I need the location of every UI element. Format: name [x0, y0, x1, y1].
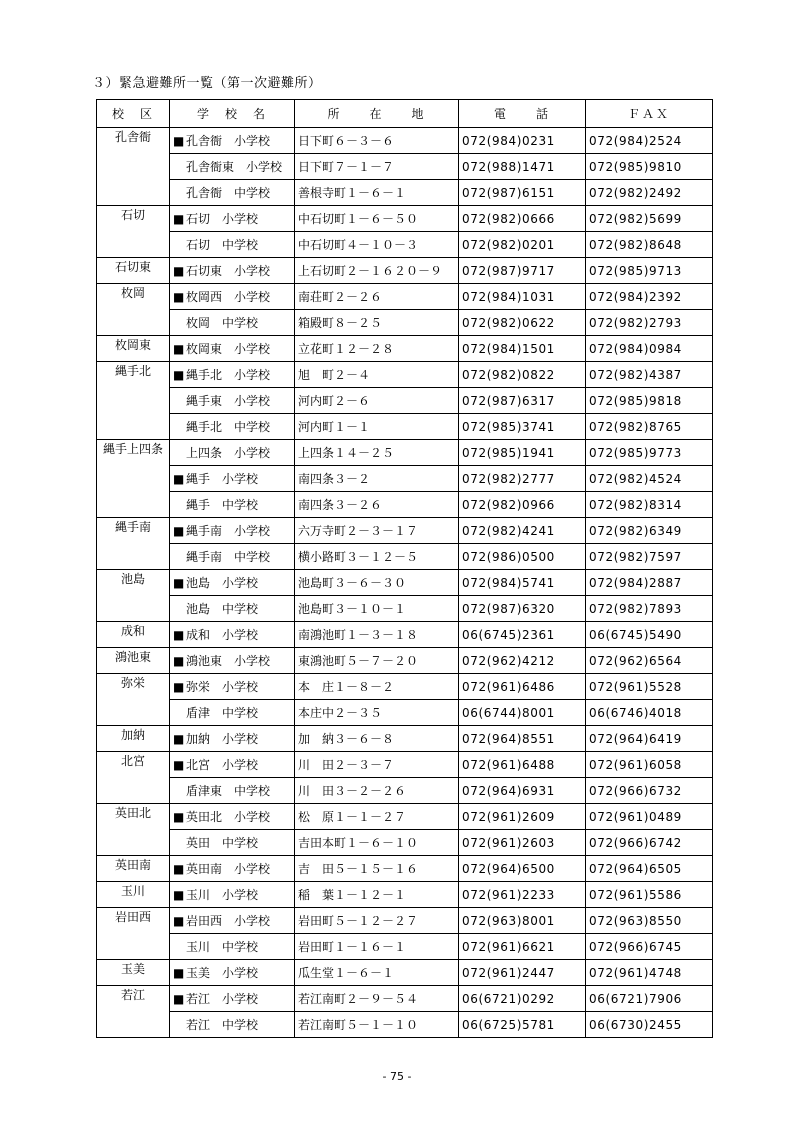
address-cell: 上石切町２－１６２０－９ [295, 258, 459, 284]
phone-cell: 06(6744)8001 [459, 700, 586, 726]
district-cell: 弥栄 [97, 674, 170, 726]
school-name: 英田南 小学校 [186, 862, 271, 876]
header-school: 学 校 名 [170, 100, 295, 128]
school-cell [170, 778, 295, 804]
designated-square-icon: ■ [173, 992, 185, 1006]
school-cell [170, 934, 295, 960]
fax-cell: 072(964)6419 [586, 726, 713, 752]
table-row [97, 206, 713, 232]
school-name: 縄手北 中学校 [186, 420, 271, 434]
district-cell: 若江 [97, 986, 170, 1038]
table-row [97, 466, 713, 492]
school-cell [170, 1012, 295, 1038]
school-cell [170, 440, 295, 466]
school-cell [170, 882, 295, 908]
phone-cell: 072(987)6320 [459, 596, 586, 622]
fax-cell: 072(982)8314 [586, 492, 713, 518]
district-cell: 枚岡 [97, 284, 170, 336]
fax-cell: 072(961)5586 [586, 882, 713, 908]
table-row [97, 934, 713, 960]
school-name: 玉川 小学校 [186, 888, 259, 902]
school-name: 孔舎衙 小学校 [186, 134, 271, 148]
school-name: 加納 小学校 [186, 732, 259, 746]
designated-square-icon: ■ [173, 732, 185, 746]
district-cell: 玉川 [97, 882, 170, 908]
address-cell: 吉 田５－１５－１６ [295, 856, 459, 882]
table-row [97, 700, 713, 726]
table-row [97, 232, 713, 258]
school-cell [170, 466, 295, 492]
school-cell [170, 726, 295, 752]
table-body [97, 128, 713, 1038]
phone-cell: 072(961)2447 [459, 960, 586, 986]
district-cell: 石切 [97, 206, 170, 258]
address-cell: 東鴻池町５－７－２０ [295, 648, 459, 674]
school-cell [170, 986, 295, 1012]
address-cell: 若江南町２－９－５４ [295, 986, 459, 1012]
designated-square-icon: ■ [173, 966, 185, 980]
school-name: 若江 小学校 [186, 992, 259, 1006]
address-cell: 日下町７－１－７ [295, 154, 459, 180]
school-cell [170, 128, 295, 154]
school-name: 縄手南 中学校 [186, 550, 271, 564]
school-name: 枚岡西 小学校 [186, 290, 271, 304]
school-name: 北宮 小学校 [186, 758, 259, 772]
phone-cell: 072(961)2233 [459, 882, 586, 908]
phone-cell: 072(987)6151 [459, 180, 586, 206]
school-name: 石切 小学校 [186, 212, 259, 226]
address-cell: 六万寺町２－３－１７ [295, 518, 459, 544]
school-name: 孔舎衙 中学校 [186, 186, 271, 200]
fax-cell: 072(985)9773 [586, 440, 713, 466]
address-cell: 川 田２－３－７ [295, 752, 459, 778]
designated-square-icon: ■ [173, 134, 185, 148]
fax-cell: 06(6745)5490 [586, 622, 713, 648]
school-name: 縄手 小学校 [186, 472, 259, 486]
phone-cell: 072(961)6486 [459, 674, 586, 700]
phone-cell: 072(985)3741 [459, 414, 586, 440]
address-cell: 上四条１４－２５ [295, 440, 459, 466]
address-cell: 吉田本町１－６－１０ [295, 830, 459, 856]
fax-cell: 072(984)0984 [586, 336, 713, 362]
school-name: 縄手 中学校 [186, 498, 259, 512]
table-row [97, 180, 713, 206]
phone-cell: 072(961)2603 [459, 830, 586, 856]
header-address: 所 在 地 [295, 100, 459, 128]
school-cell [170, 570, 295, 596]
school-name: 成和 小学校 [186, 628, 259, 642]
school-cell [170, 518, 295, 544]
school-name: 英田 中学校 [186, 836, 259, 850]
header-phone: 電 話 [459, 100, 586, 128]
address-cell: 善根寺町１－６－１ [295, 180, 459, 206]
school-cell [170, 206, 295, 232]
address-cell: 南四条３－２ [295, 466, 459, 492]
fax-cell: 072(962)6564 [586, 648, 713, 674]
designated-square-icon: ■ [173, 342, 185, 356]
district-cell: 岩田西 [97, 908, 170, 960]
school-cell [170, 752, 295, 778]
school-cell [170, 544, 295, 570]
table-row [97, 258, 713, 284]
phone-cell: 072(984)1031 [459, 284, 586, 310]
address-cell: 河内町２－６ [295, 388, 459, 414]
phone-cell: 072(961)6621 [459, 934, 586, 960]
school-name: 弥栄 小学校 [186, 680, 259, 694]
school-name: 枚岡東 小学校 [186, 342, 271, 356]
phone-cell: 072(982)0622 [459, 310, 586, 336]
table-row [97, 856, 713, 882]
school-name: 石切東 小学校 [186, 264, 271, 278]
school-cell [170, 154, 295, 180]
phone-cell: 072(964)6931 [459, 778, 586, 804]
phone-cell: 072(986)0500 [459, 544, 586, 570]
school-name: 孔舎衙東 小学校 [186, 160, 283, 174]
table-row [97, 882, 713, 908]
header-row [97, 100, 713, 128]
fax-cell: 072(963)8550 [586, 908, 713, 934]
fax-cell: 06(6746)4018 [586, 700, 713, 726]
address-cell: 本 庄１－８－２ [295, 674, 459, 700]
fax-cell: 072(984)2392 [586, 284, 713, 310]
address-cell: 池島町３－１０－１ [295, 596, 459, 622]
address-cell: 池島町３－６－３０ [295, 570, 459, 596]
phone-cell: 072(982)4241 [459, 518, 586, 544]
address-cell: 中石切町１－６－５０ [295, 206, 459, 232]
school-name: 縄手東 小学校 [186, 394, 271, 408]
table-row [97, 518, 713, 544]
school-name: 縄手北 小学校 [186, 368, 271, 382]
school-name: 英田北 小学校 [186, 810, 271, 824]
fax-cell: 072(961)5528 [586, 674, 713, 700]
designated-square-icon: ■ [173, 810, 185, 824]
phone-cell: 072(987)6317 [459, 388, 586, 414]
district-cell: 英田南 [97, 856, 170, 882]
school-name: 石切 中学校 [186, 238, 259, 252]
header-district: 校 区 [97, 100, 170, 128]
school-cell [170, 674, 295, 700]
phone-cell: 072(985)1941 [459, 440, 586, 466]
table-row [97, 440, 713, 466]
fax-cell: 072(982)6349 [586, 518, 713, 544]
table-row [97, 362, 713, 388]
fax-cell: 072(966)6732 [586, 778, 713, 804]
table-row [97, 128, 713, 154]
phone-cell: 06(6745)2361 [459, 622, 586, 648]
address-cell: 南四条３－２６ [295, 492, 459, 518]
document-title: ３）緊急避難所一覧（第一次避難所） [92, 76, 322, 91]
school-cell [170, 388, 295, 414]
district-cell: 縄手南 [97, 518, 170, 570]
school-cell [170, 414, 295, 440]
fax-cell: 072(982)4387 [586, 362, 713, 388]
school-cell [170, 180, 295, 206]
table-row [97, 414, 713, 440]
table-row [97, 492, 713, 518]
school-cell [170, 804, 295, 830]
table-row [97, 622, 713, 648]
address-cell: 立花町１２－２８ [295, 336, 459, 362]
phone-cell: 072(984)1501 [459, 336, 586, 362]
school-cell [170, 596, 295, 622]
school-cell [170, 284, 295, 310]
designated-square-icon: ■ [173, 914, 185, 928]
school-cell [170, 856, 295, 882]
district-cell: 英田北 [97, 804, 170, 856]
address-cell: 加 納３－６－８ [295, 726, 459, 752]
table-row [97, 804, 713, 830]
phone-cell: 072(984)5741 [459, 570, 586, 596]
school-name: 盾津東 中学校 [186, 784, 271, 798]
table-row [97, 1012, 713, 1038]
fax-cell: 072(982)2492 [586, 180, 713, 206]
table-row [97, 778, 713, 804]
school-name: 枚岡 中学校 [186, 316, 259, 330]
table-row [97, 284, 713, 310]
fax-cell: 072(985)9713 [586, 258, 713, 284]
school-cell [170, 830, 295, 856]
address-cell: 松 原１－１－２７ [295, 804, 459, 830]
district-cell: 玉美 [97, 960, 170, 986]
fax-cell: 072(984)2524 [586, 128, 713, 154]
district-cell: 鴻池東 [97, 648, 170, 674]
phone-cell: 072(984)0231 [459, 128, 586, 154]
district-cell: 加納 [97, 726, 170, 752]
phone-cell: 072(982)0666 [459, 206, 586, 232]
table-header [97, 100, 713, 128]
fax-cell: 072(961)6058 [586, 752, 713, 778]
school-name: 盾津 中学校 [186, 706, 259, 720]
designated-square-icon: ■ [173, 862, 185, 876]
phone-cell: 072(982)0201 [459, 232, 586, 258]
district-cell: 枚岡東 [97, 336, 170, 362]
district-cell: 成和 [97, 622, 170, 648]
school-name: 玉川 中学校 [186, 940, 259, 954]
fax-cell: 072(982)7893 [586, 596, 713, 622]
fax-cell: 072(966)6742 [586, 830, 713, 856]
phone-cell: 072(963)8001 [459, 908, 586, 934]
designated-square-icon: ■ [173, 628, 185, 642]
school-name: 鴻池東 小学校 [186, 654, 271, 668]
fax-cell: 072(982)4524 [586, 466, 713, 492]
phone-cell: 072(964)6500 [459, 856, 586, 882]
table-row [97, 570, 713, 596]
district-cell: 北宮 [97, 752, 170, 804]
table-row [97, 388, 713, 414]
phone-cell: 072(961)2609 [459, 804, 586, 830]
table-row [97, 908, 713, 934]
district-cell: 縄手北 [97, 362, 170, 440]
page-number: - 75 - [382, 1070, 412, 1083]
fax-cell: 072(982)2793 [586, 310, 713, 336]
header-fax: ＦＡＸ [586, 100, 713, 128]
school-cell [170, 700, 295, 726]
district-cell: 石切東 [97, 258, 170, 284]
designated-square-icon: ■ [173, 576, 185, 590]
table-row [97, 752, 713, 778]
address-cell: 瓜生堂１－６－１ [295, 960, 459, 986]
school-name: 上四条 小学校 [186, 446, 271, 460]
address-cell: 横小路町３－１２－５ [295, 544, 459, 570]
table-row [97, 336, 713, 362]
school-name: 縄手南 小学校 [186, 524, 271, 538]
address-cell: 中石切町４－１０－３ [295, 232, 459, 258]
designated-square-icon: ■ [173, 888, 185, 902]
phone-cell: 072(982)0966 [459, 492, 586, 518]
designated-square-icon: ■ [173, 758, 185, 772]
address-cell: 若江南町５－１－１０ [295, 1012, 459, 1038]
fax-cell: 072(984)2887 [586, 570, 713, 596]
designated-square-icon: ■ [173, 524, 185, 538]
phone-cell: 06(6725)5781 [459, 1012, 586, 1038]
phone-cell: 072(988)1471 [459, 154, 586, 180]
phone-cell: 072(962)4212 [459, 648, 586, 674]
address-cell: 稲 葉１－１２－１ [295, 882, 459, 908]
fax-cell: 072(985)9810 [586, 154, 713, 180]
phone-cell: 072(982)0822 [459, 362, 586, 388]
table-row [97, 310, 713, 336]
fax-cell: 072(985)9818 [586, 388, 713, 414]
address-cell: 本庄中２－３５ [295, 700, 459, 726]
address-cell: 岩田町１－１６－１ [295, 934, 459, 960]
fax-cell: 072(961)4748 [586, 960, 713, 986]
designated-square-icon: ■ [173, 290, 185, 304]
school-name: 池島 中学校 [186, 602, 259, 616]
table-row [97, 544, 713, 570]
school-cell [170, 492, 295, 518]
district-cell: 縄手上四条 [97, 440, 170, 518]
shelter-table [96, 99, 713, 1038]
district-cell: 池島 [97, 570, 170, 622]
table-row [97, 986, 713, 1012]
table-row [97, 596, 713, 622]
address-cell: 南鴻池町１－３－１８ [295, 622, 459, 648]
address-cell: 南荘町２－２６ [295, 284, 459, 310]
school-cell [170, 232, 295, 258]
school-cell [170, 310, 295, 336]
address-cell: 川 田３－２－２６ [295, 778, 459, 804]
designated-square-icon: ■ [173, 212, 185, 226]
fax-cell: 06(6721)7906 [586, 986, 713, 1012]
phone-cell: 072(964)8551 [459, 726, 586, 752]
school-cell [170, 960, 295, 986]
district-cell: 孔舎衙 [97, 128, 170, 206]
table-row [97, 154, 713, 180]
designated-square-icon: ■ [173, 654, 185, 668]
fax-cell: 06(6730)2455 [586, 1012, 713, 1038]
school-cell [170, 622, 295, 648]
fax-cell: 072(964)6505 [586, 856, 713, 882]
designated-square-icon: ■ [173, 264, 185, 278]
school-name: 玉美 小学校 [186, 966, 259, 980]
designated-square-icon: ■ [173, 472, 185, 486]
address-cell: 河内町１－１ [295, 414, 459, 440]
phone-cell: 072(961)6488 [459, 752, 586, 778]
school-cell [170, 648, 295, 674]
table-row [97, 648, 713, 674]
school-cell [170, 362, 295, 388]
address-cell: 日下町６－３－６ [295, 128, 459, 154]
table-row [97, 830, 713, 856]
school-cell [170, 258, 295, 284]
designated-square-icon: ■ [173, 680, 185, 694]
fax-cell: 072(961)0489 [586, 804, 713, 830]
fax-cell: 072(982)8648 [586, 232, 713, 258]
school-cell [170, 908, 295, 934]
address-cell: 旭 町２－４ [295, 362, 459, 388]
fax-cell: 072(982)7597 [586, 544, 713, 570]
fax-cell: 072(982)5699 [586, 206, 713, 232]
school-name: 若江 中学校 [186, 1018, 259, 1032]
school-name: 岩田西 小学校 [186, 914, 271, 928]
designated-square-icon: ■ [173, 368, 185, 382]
table-row [97, 726, 713, 752]
phone-cell: 072(987)9717 [459, 258, 586, 284]
phone-cell: 06(6721)0292 [459, 986, 586, 1012]
table-row [97, 674, 713, 700]
table-row [97, 960, 713, 986]
phone-cell: 072(982)2777 [459, 466, 586, 492]
school-name: 池島 小学校 [186, 576, 259, 590]
fax-cell: 072(982)8765 [586, 414, 713, 440]
address-cell: 箱殿町８－２５ [295, 310, 459, 336]
school-cell [170, 336, 295, 362]
fax-cell: 072(966)6745 [586, 934, 713, 960]
address-cell: 岩田町５－１２－２７ [295, 908, 459, 934]
